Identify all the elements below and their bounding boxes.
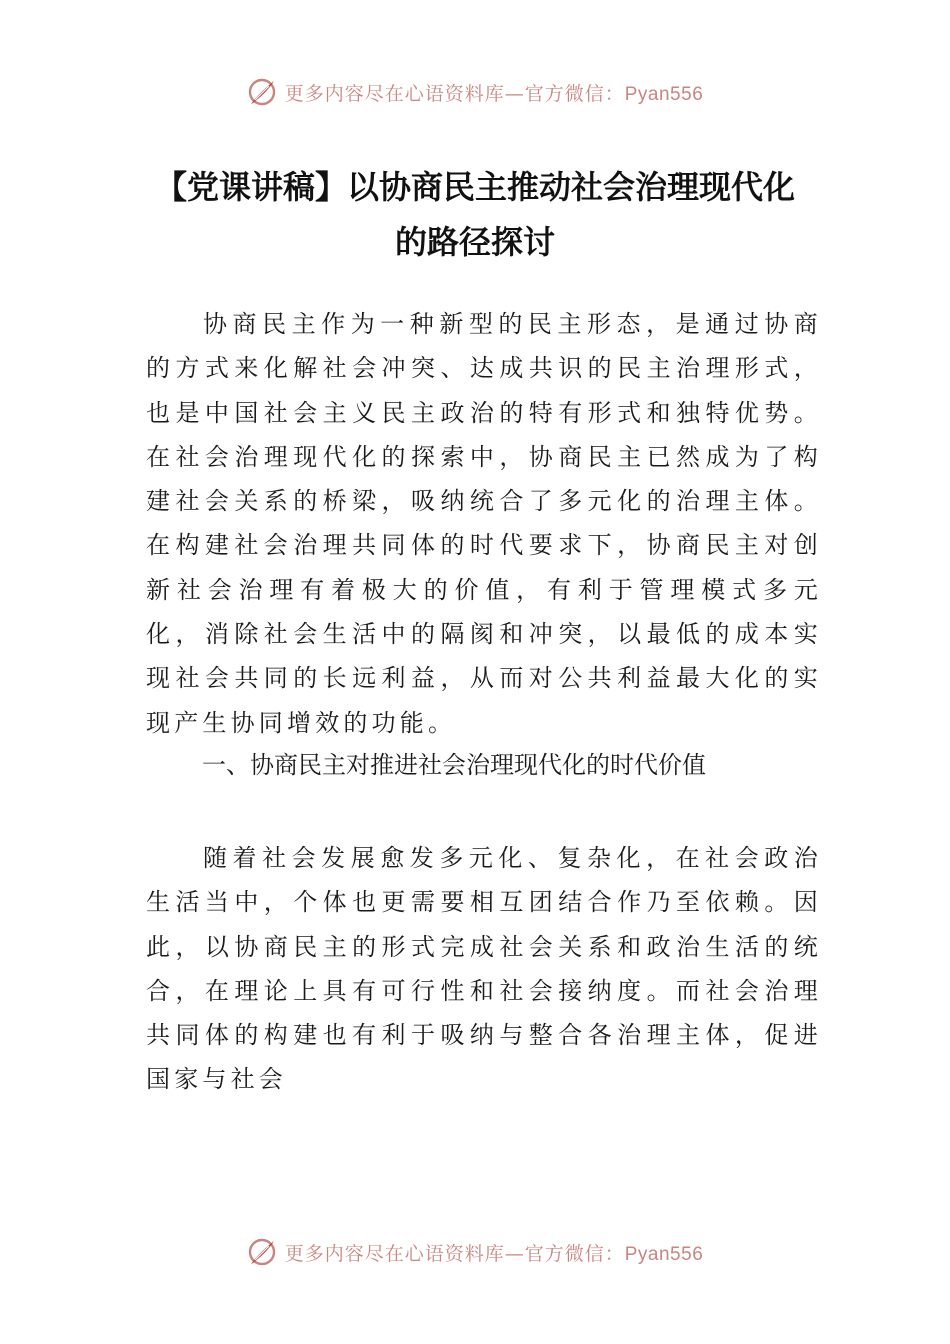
header-banner-text: 更多内容尽在心语资料库—官方微信：Pyan556 [284, 82, 704, 105]
section-heading-1: 一、协商民主对推进社会治理现代化的时代价值 [202, 751, 706, 779]
header-wechat-id: Pyan556 [624, 83, 704, 105]
body-paragraph-2: 随着社会发展愈发多元化、复杂化，在社会政治生活当中，个体也更需要相互团结合作乃至依赖。因此，以协商民主的形式完成社会关系和政治生活的统合，在理论上具有可行性和社会接纳度。而社会治理共同体的构建也有利于吸纳与整合各治理主体，促进国家与社会 [146, 844, 822, 1094]
header-banner [0, 72, 950, 112]
quill-pen-logo-icon [247, 77, 277, 107]
document-title: 【党课讲稿】以协商民主推动社会治理现代化的路径探讨 [154, 168, 795, 261]
footer-banner [0, 1232, 950, 1272]
footer-banner-text: 更多内容尽在心语资料库—官方微信：Pyan556 [284, 1242, 704, 1265]
body-paragraph-1: 协商民主作为一种新型的民主形态，是通过协商的方式来化解社会冲突、达成共识的民主治理形式，也是中国社会主义民主政治的特有形式和独特优势。在社会治理现代化的探索中，协商民主已然成为了构建社会关系的桥梁，吸纳统合了多元化的治理主体。在构建社会治理共同体的时代要求下，协商民主对创新社会治理有着极大的价值，有利于管理模式多元化，消除社会生活中的隔阂和冲突，以最低的成本实现社会共同的长远利益，从而对公共利益最大化的实现产生协同增效的功能。 [146, 310, 822, 737]
quill-pen-logo-icon [247, 1237, 277, 1267]
footer-wechat-id: Pyan556 [624, 1243, 704, 1265]
